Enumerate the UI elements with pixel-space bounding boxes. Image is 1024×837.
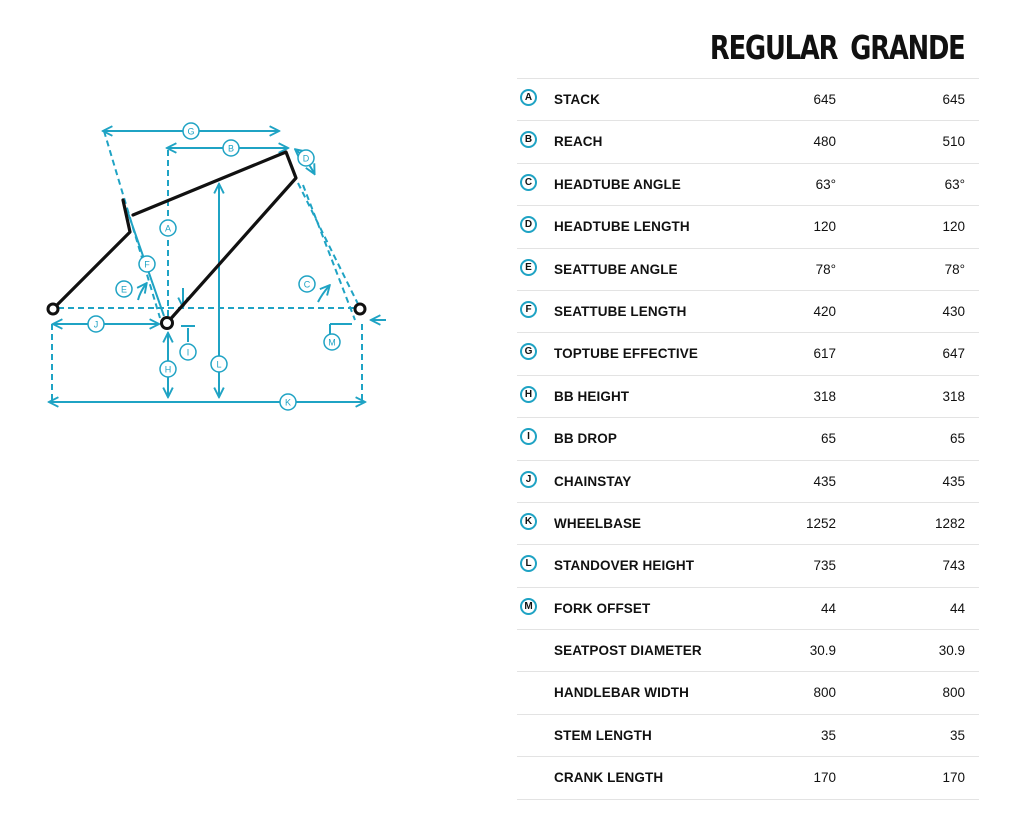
- letter-badge-icon: M: [520, 598, 537, 615]
- value-regular: 645: [813, 92, 836, 107]
- svg-text:B: B: [227, 143, 235, 154]
- value-regular: 120: [813, 219, 836, 235]
- row-label: REACH: [554, 134, 603, 150]
- value-regular: 735: [813, 558, 836, 574]
- value-regular: 44: [820, 600, 836, 616]
- table-row: [517, 757, 979, 799]
- svg-text:J: J: [93, 319, 99, 330]
- marker-a: [160, 220, 176, 236]
- marker-k: [280, 394, 296, 410]
- row-label: HEADTUBE LENGTH: [554, 219, 690, 235]
- table-row: [517, 588, 979, 630]
- letter-badge-icon: H: [520, 386, 537, 403]
- value-regular: 35: [820, 727, 836, 743]
- letter-badge-icon: F: [520, 301, 537, 318]
- row-label: FORK OFFSET: [554, 600, 651, 616]
- marker-l: [211, 356, 227, 372]
- value-grande: 647: [942, 346, 965, 362]
- value-regular: 318: [813, 388, 836, 404]
- table-row: [517, 630, 979, 672]
- marker-b: [223, 140, 239, 156]
- front-axle-icon: [355, 304, 365, 314]
- table-row: [517, 461, 979, 503]
- svg-text:E: E: [120, 284, 128, 295]
- letter-badge-icon: C: [520, 174, 537, 191]
- row-label: WHEELBASE: [554, 515, 642, 531]
- table-row: [517, 503, 979, 545]
- letter-badge-icon: L: [520, 555, 537, 572]
- value-grande: 645: [942, 92, 965, 107]
- table-body: [517, 79, 979, 800]
- svg-text:F: F: [144, 259, 150, 270]
- svg-text:C: C: [303, 279, 311, 290]
- svg-text:G: G: [187, 126, 195, 137]
- bike-frame: [53, 152, 296, 323]
- value-grande: 743: [942, 558, 965, 574]
- table-row: [517, 333, 979, 375]
- svg-text:I: I: [186, 347, 190, 358]
- row-label: CRANK LENGTH: [554, 770, 664, 786]
- svg-text:A: A: [164, 223, 172, 234]
- marker-d: [298, 150, 314, 166]
- value-grande: 65: [949, 431, 965, 447]
- geometry-diagram: [0, 0, 500, 837]
- marker-j: [88, 316, 104, 332]
- rear-axle-icon: [48, 304, 58, 314]
- frame-geometry-svg: [0, 0, 500, 837]
- bottom-bracket-icon: [162, 318, 173, 329]
- row-label: SEATPOST DIAMETER: [554, 643, 702, 659]
- marker-c: [299, 276, 315, 292]
- svg-text:D: D: [302, 153, 310, 164]
- value-regular: 435: [813, 473, 836, 489]
- value-grande: 318: [942, 388, 965, 404]
- row-label: SEATTUBE LENGTH: [554, 303, 687, 319]
- table-row: [517, 121, 979, 163]
- value-grande: 78°: [944, 261, 965, 277]
- value-regular: 1252: [805, 515, 836, 531]
- geometry-table: [517, 0, 979, 800]
- table-row: [517, 715, 979, 757]
- letter-badge-icon: D: [520, 216, 537, 233]
- row-label: TOPTUBE EFFECTIVE: [554, 346, 698, 362]
- column-header-grande: GRANDE: [850, 28, 965, 67]
- letter-badge-icon: B: [520, 131, 537, 148]
- value-grande: 44: [949, 600, 965, 616]
- value-grande: 35: [949, 727, 965, 743]
- table-row: [517, 79, 979, 121]
- table-row: [517, 545, 979, 587]
- row-label: STANDOVER HEIGHT: [554, 558, 695, 574]
- marker-g: [183, 123, 199, 139]
- table-header: [517, 0, 979, 79]
- value-regular: 420: [813, 303, 836, 319]
- value-regular: 480: [813, 134, 836, 150]
- value-regular: 78°: [815, 261, 836, 277]
- value-grande: 1282: [934, 515, 965, 531]
- row-label: HANDLEBAR WIDTH: [554, 685, 689, 701]
- row-label: STEM LENGTH: [554, 727, 652, 743]
- row-label: BB HEIGHT: [554, 388, 630, 404]
- svg-text:H: H: [164, 364, 172, 375]
- letter-badge-icon: K: [520, 513, 537, 530]
- letter-badge-icon: I: [520, 428, 537, 445]
- value-grande: 170: [942, 770, 965, 786]
- table-row: [517, 291, 979, 333]
- marker-f: [139, 256, 155, 272]
- row-label: SEATTUBE ANGLE: [554, 261, 678, 277]
- value-grande: 63°: [944, 176, 965, 192]
- value-regular: 170: [813, 770, 836, 786]
- value-regular: 617: [813, 346, 836, 362]
- value-grande: 430: [942, 303, 965, 319]
- value-regular: 63°: [815, 176, 836, 192]
- value-grande: 510: [942, 134, 965, 150]
- value-grande: 30.9: [938, 643, 965, 659]
- svg-text:L: L: [216, 359, 222, 370]
- value-regular: 30.9: [809, 643, 836, 659]
- svg-text:K: K: [284, 397, 292, 408]
- column-header-regular: REGULAR: [709, 28, 837, 67]
- marker-e: [116, 281, 132, 297]
- table-row: [517, 418, 979, 460]
- marker-i: [180, 344, 196, 360]
- value-regular: 65: [820, 431, 836, 447]
- value-grande: 120: [942, 219, 965, 235]
- table-row: [517, 672, 979, 714]
- letter-badge-icon: J: [520, 471, 537, 488]
- table-row: [517, 206, 979, 248]
- svg-text:M: M: [328, 337, 336, 348]
- letter-badge-icon: A: [520, 89, 537, 106]
- value-grande: 435: [942, 473, 965, 489]
- row-label: BB DROP: [554, 431, 617, 447]
- row-label: CHAINSTAY: [554, 473, 632, 489]
- value-regular: 800: [813, 685, 836, 701]
- table-row: [517, 164, 979, 206]
- letter-badge-icon: E: [520, 259, 537, 276]
- marker-m: [324, 334, 340, 350]
- table-row: [517, 249, 979, 291]
- table-row: [517, 376, 979, 418]
- value-grande: 800: [942, 685, 965, 701]
- marker-h: [160, 361, 176, 377]
- row-label: STACK: [554, 92, 600, 107]
- letter-badge-icon: G: [520, 343, 537, 360]
- row-label: HEADTUBE ANGLE: [554, 176, 681, 192]
